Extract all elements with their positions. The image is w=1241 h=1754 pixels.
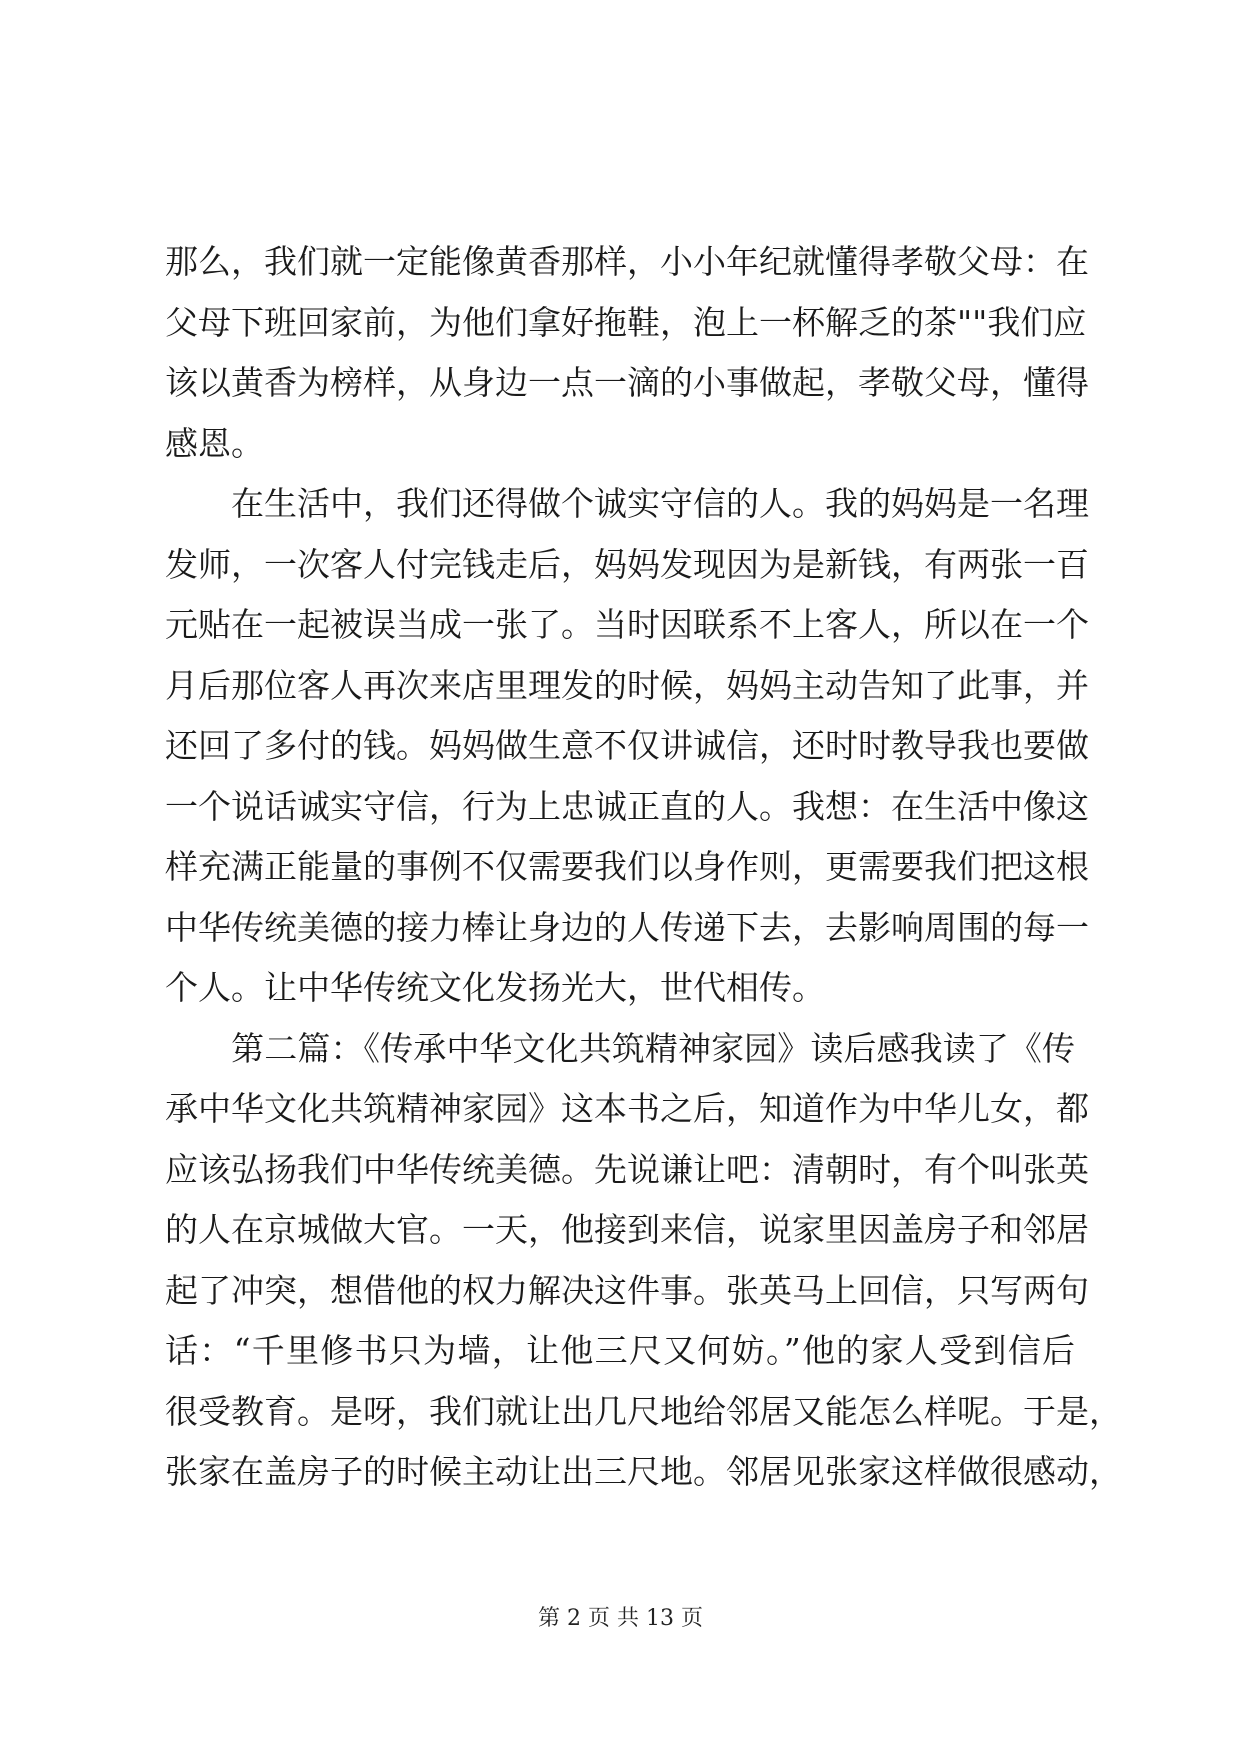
text-line: 那么，我们就一定能像黄香那样，小小年纪就懂得孝敬父母：在 [165,242,1089,281]
text-line: 月后那位客人再次来店里理发的时候，妈妈主动告知了此事，并 [165,665,1089,705]
text-line: 还回了多付的钱。妈妈做生意不仅讲诚信，还时时教导我也要做 [165,726,1089,765]
text-line: 张家在盖房子的时候主动让出三尺地。邻居见张家这样做很感动， [165,1452,1122,1491]
text-line: 发师，一次客人付完钱走后，妈妈发现因为是新钱，有两张一百 [165,544,1089,584]
text-line: 起了冲突，想借他的权力解决这件事。张英马上回信，只写两句 [165,1270,1089,1310]
text-line: 很受教育。是呀，我们就让出几尺地给邻居又能怎么样呢。于是， [165,1391,1122,1431]
text-line: 样充满正能量的事例不仅需要我们以身作则，更需要我们把这根 [165,847,1089,886]
text-line: 承中华文化共筑精神家园》这本书之后，知道作为中华儿女，都 [165,1089,1089,1128]
page-number-footer: 第 2 页 共 13 页 [538,1606,703,1631]
text-line: 父母下班回家前，为他们拿好拖鞋，泡上一杯解乏的茶""我们应 [165,302,1087,342]
text-line: 该以黄香为榜样，从身边一点一滴的小事做起，孝敬父母，懂得 [165,363,1089,402]
text-line: 个人。让中华传统文化发扬光大，世代相传。 [165,968,825,1007]
text-line: 第二篇：《传承中华文化共筑精神家园》读后感我读了《传 [165,1028,1075,1068]
text-line: 的人在京城做大官。一天，他接到来信，说家里因盖房子和邻居 [165,1210,1089,1249]
text-line: 应该弘扬我们中华传统美德。先说谦让吧：清朝时，有个叫张英 [165,1149,1089,1189]
text-line: 在生活中，我们还得做个诚实守信的人。我的妈妈是一名理 [165,484,1089,523]
document-body [165,232,1122,1503]
text-line: 中华传统美德的接力棒让身边的人传递下去，去影响周围的每一 [165,907,1089,947]
text-line: 感恩。 [165,423,264,463]
text-line: 元贴在一起被误当成一张了。当时因联系不上客人，所以在一个 [165,605,1089,644]
text-line: 一个说话诚实守信，行为上忠诚正直的人。我想：在生活中像这 [165,786,1089,826]
text-line: 话：“千里修书只为墙，让他三尺又何妨。”他的家人受到信后 [165,1331,1075,1370]
